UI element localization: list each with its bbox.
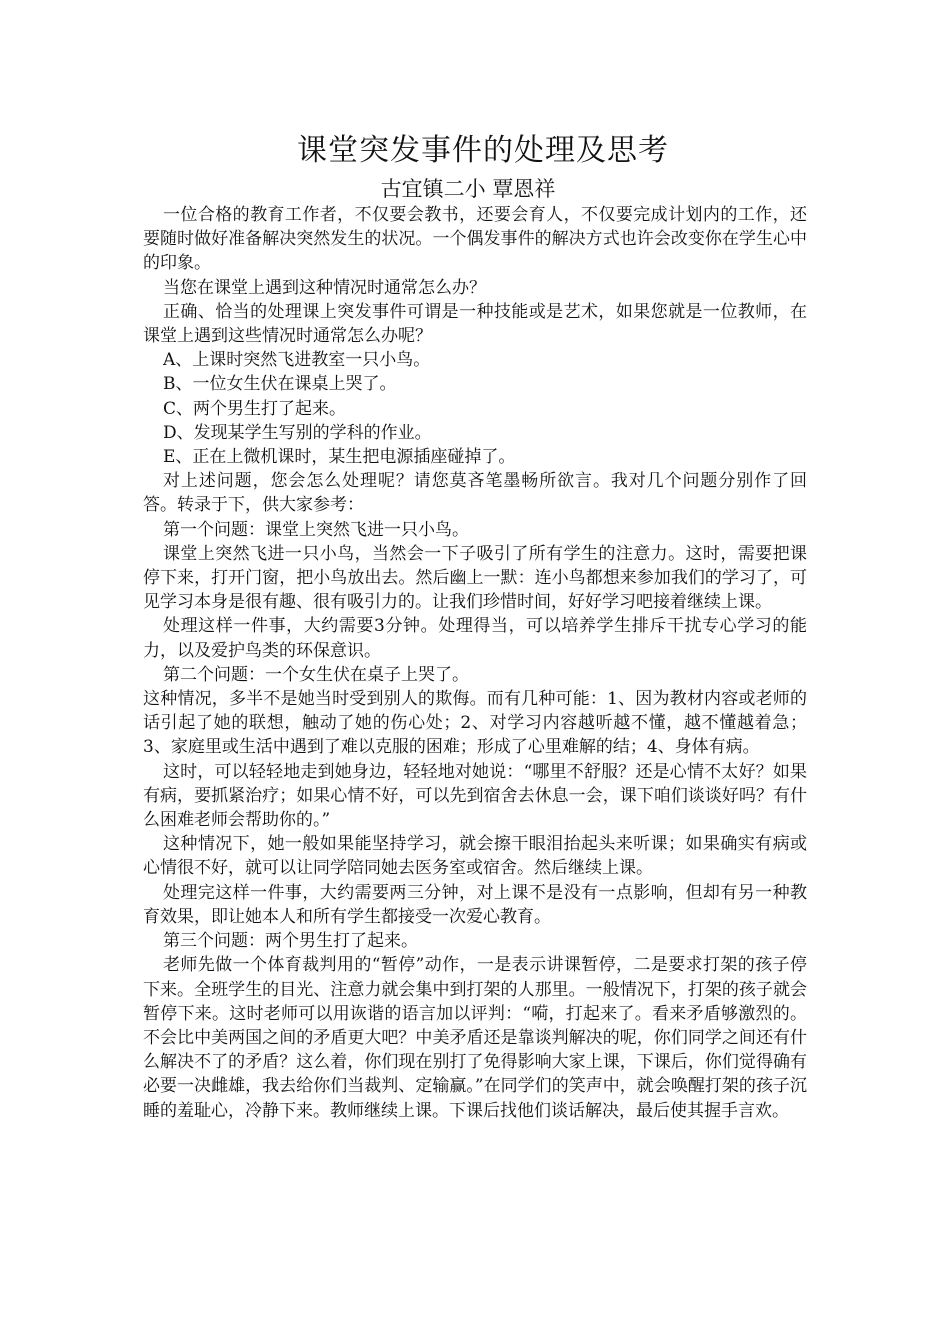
paragraph-question: 当您在课堂上遇到这种情况时通常怎么办？ [163, 277, 486, 298]
paragraph-crying-1: 这种情况，多半不是她当时受到别人的欺侮。而有几种可能：1、因为教材内容或老师的话引起了她的联想，触动了她的伤心处；2、对学习内容越听越不懂，越不懂越着急；3、家庭里或生活中遇到了难以克服的困难；形成了心里难解的结；4、身体有病。 [143, 689, 807, 758]
paragraph-crying-4: 处理完这样一件事，大约需要两三分钟，对上课不是没有一点影响，但却有另一种教育效果，即让她本人和所有学生都接受一次爱心教育。 [143, 882, 807, 927]
document-title: 课堂突发事件的处理及思考 [297, 133, 669, 168]
list-item-a: A、上课时突然飞进教室一只小鸟。 [163, 350, 431, 371]
list-item-d: D、发现某学生写别的学科的作业。 [163, 422, 432, 443]
paragraph-prompt: 正确、恰当的处理课上突发事件可谓是一种技能或是艺术，如果您就是一位教师，在课堂上遇到这些情况时通常怎么办呢？ [143, 301, 807, 347]
paragraph-bird-1: 课堂上突然飞进一只小鸟，当然会一下子吸引了所有学生的注意力。这时，需要把课停下来，打开门窗，把小鸟放出去。然后幽上一默：连小鸟都想来参加我们的学习了，可见学习本身是很有趣、很有吸引力的。让我们珍惜时间，好好学习吧接着继续上课。 [143, 543, 807, 613]
list-item-b: B、一位女生伏在课桌上哭了。 [163, 374, 397, 395]
paragraph-bird-2: 处理这样一件事，大约需要3分钟。处理得当，可以培养学生排斥干扰专心学习的能力，以及爱护鸟类的环保意识。 [143, 616, 807, 661]
section-heading-1: 第一个问题：课堂上突然飞进一只小鸟。 [163, 519, 469, 540]
section-heading-3: 第三个问题：两个男生打了起来。 [163, 931, 418, 952]
paragraph-fight-1: 老师先做一个体育裁判用的“暂停”动作，一是表示讲课暂停，二是要求打架的孩子停下来。全班学生的目光、注意力就会集中到打架的人那里。一般情况下，打架的孩子就会暂停下来。这时老师可以用诙谐的语言加以评判：“嗬，打起来了。看来矛盾够激烈的。不会比中美两国之间的矛盾更大吧？中美矛盾还是靠谈判解决的呢，你们同学之间还有什么解决不了的矛盾？这么着，你们现在别打了免得影响大家上课，下课后，你们觉得确有必要一决雌雄，我去给你们当裁判、定输赢。”在同学们的笑声中，就会唤醒打架的孩子沉睡的羞耻心，冷静下来。教师继续上课。下课后找他们谈话解决，最后使其握手言欢。 [143, 955, 807, 1121]
paragraph-crying-2: 这时，可以轻轻地走到她身边，轻轻地对她说：“哪里不舒服？还是心情不太好？如果有病，要抓紧治疗；如果心情不好，可以先到宿舍去休息一会，课下咱们谈谈好吗？有什么困难老师会帮助你的。” [143, 761, 807, 831]
list-item-e: E、正在上微机课时，某生把电源插座碰掉了。 [163, 447, 516, 468]
document-author: 古宜镇二小 覃恩祥 [380, 177, 556, 201]
document-content [143, 133, 807, 1123]
paragraph-crying-3: 这种情况下，她一般如果能坚持学习，就会擦干眼泪抬起头来听课；如果确实有病或心情很不好，就可以让同学陪同她去医务室或宿舍。然后继续上课。 [143, 834, 807, 879]
list-item-c: C、两个男生打了起来。 [163, 398, 347, 419]
paragraph-response-intro: 对上述问题，您会怎么处理呢？请您莫吝笔墨畅所欲言。我对几个问题分别作了回答。转录于下，供大家参考： [143, 471, 807, 516]
section-heading-2: 第二个问题：一个女生伏在桌子上哭了。 [163, 664, 469, 685]
paragraph-intro: 一位合格的教育工作者，不仅要会教书，还要会育人，不仅要完成计划内的工作，还要随时做好准备解决突然发生的状况。一个偶发事件的解决方式也许会改变你在学生心中的印象。 [143, 205, 807, 274]
